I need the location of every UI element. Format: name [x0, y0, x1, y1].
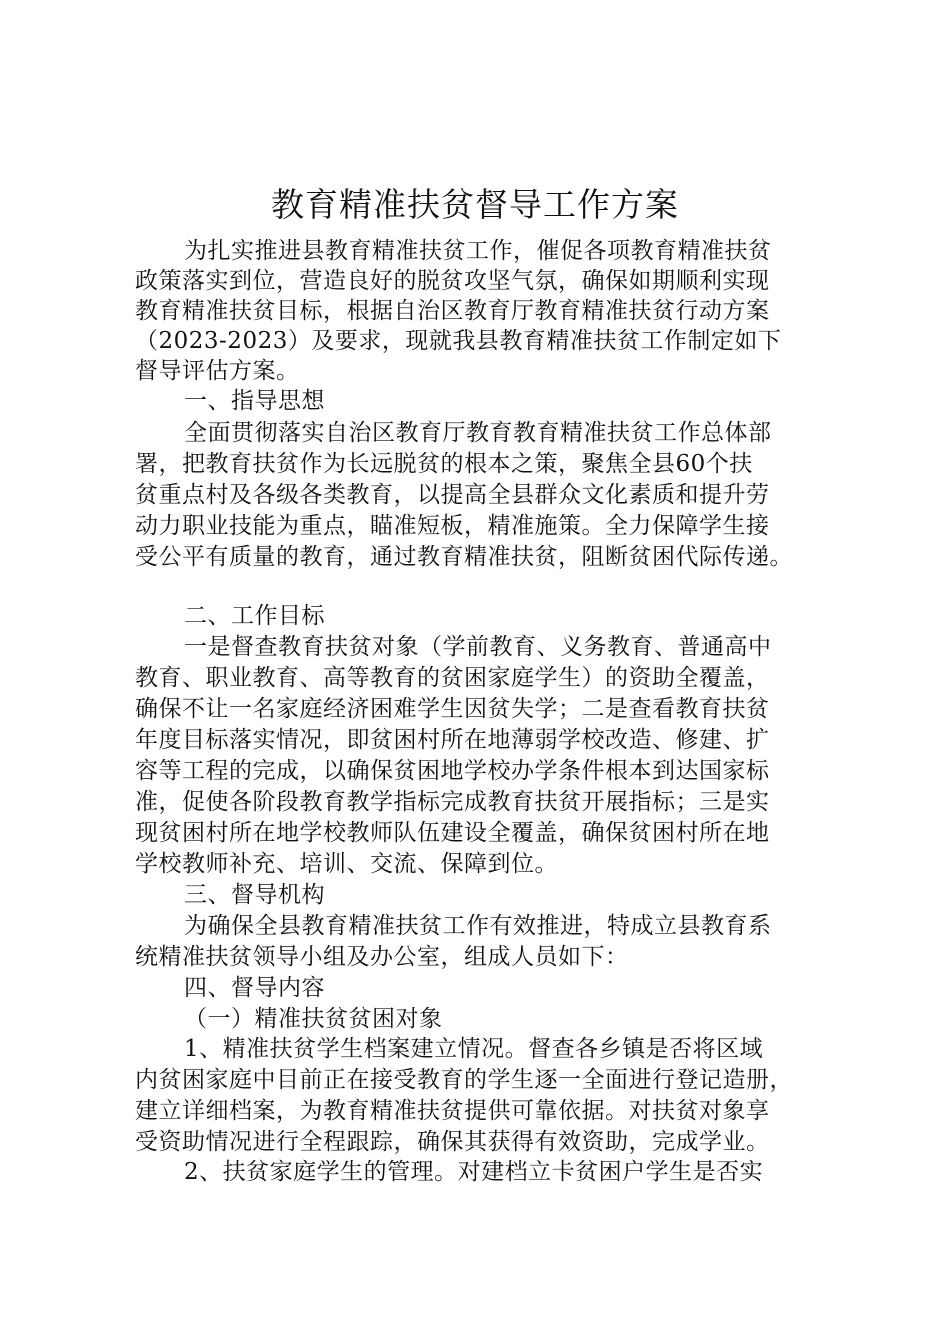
- paragraph-line: 教育、职业教育、高等教育的贫困家庭学生）的资助全覆盖，: [135, 665, 770, 691]
- paragraph-line: 1、精准扶贫学生档案建立情况。督查各乡镇是否将区域: [184, 1036, 764, 1062]
- paragraph-line: 教育精准扶贫目标，根据自治区教育厅教育精准扶贫行动方案: [135, 298, 770, 324]
- paragraph-line: 一是督查教育扶贫对象（学前教育、义务教育、普通高中: [184, 634, 772, 660]
- paragraph-line: 容等工程的完成，以确保贫困地学校办学条件根本到达国家标: [135, 758, 770, 784]
- paragraph-line: 现贫困村所在地学校教师队伍建设全覆盖，确保贫困村所在地: [135, 820, 770, 846]
- paragraph-line: 学校教师补充、培训、交流、保障到位。: [135, 851, 558, 877]
- paragraph-line: 受资助情况进行全程跟踪，确保其获得有效资助，完成学业。: [135, 1129, 770, 1155]
- subsection-heading: （一）精准扶贫贫困对象: [184, 1006, 443, 1032]
- paragraph-line: 确保不让一名家庭经济困难学生因贫失学；二是查看教育扶贫: [135, 696, 770, 722]
- paragraph-line: 贫重点村及各级各类教育，以提高全县群众文化素质和提升劳: [135, 482, 770, 508]
- paragraph-line: 为确保全县教育精准扶贫工作有效推进，特成立县教育系: [184, 913, 772, 939]
- section-heading: 三、督导机构: [184, 882, 325, 908]
- paragraph-line: 内贫困家庭中目前正在接受教育的学生逐一全面进行登记造册，: [135, 1067, 793, 1093]
- paragraph-line: 政策落实到位，营造良好的脱贫攻坚气氛，确保如期顺利实现: [135, 268, 770, 294]
- paragraph-line: 为扎实推进县教育精准扶贫工作，催促各项教育精准扶贫: [184, 238, 772, 264]
- paragraph-line: 督导评估方案。: [135, 358, 300, 384]
- section-heading: 一、指导思想: [184, 388, 325, 414]
- paragraph-line: 统精准扶贫领导小组及办公室，组成人员如下：: [135, 944, 629, 970]
- paragraph-line: 建立详细档案，为教育精准扶贫提供可靠依据。对扶贫对象享: [135, 1098, 770, 1124]
- section-heading: 四、督导内容: [184, 975, 325, 1001]
- paragraph-line: 准，促使各阶段教育教学指标完成教育扶贫开展指标；三是实: [135, 789, 770, 815]
- paragraph-line: 动力职业技能为重点，瞄准短板，精准施策。全力保障学生接: [135, 513, 770, 539]
- document-title: 教育精准扶贫督导工作方案: [271, 185, 679, 224]
- paragraph-line: 2、扶贫家庭学生的管理。对建档立卡贫困户学生是否实: [184, 1159, 764, 1185]
- paragraph-line: 署，把教育扶贫作为长远脱贫的根本之策，聚焦全县60个扶: [135, 451, 753, 477]
- paragraph-line: 年度目标落实情况，即贫困村所在地薄弱学校改造、修建、扩: [135, 727, 770, 753]
- paragraph-line: 全面贯彻落实自治区教育厅教育教育精准扶贫工作总体部: [184, 420, 772, 446]
- paragraph-line: （2023-2023）及要求，现就我县教育精准扶贫工作制定如下: [135, 328, 782, 354]
- section-heading: 二、工作目标: [184, 603, 325, 629]
- paragraph-line: 受公平有质量的教育，通过教育精准扶贫，阻断贫困代际传递。: [135, 544, 793, 570]
